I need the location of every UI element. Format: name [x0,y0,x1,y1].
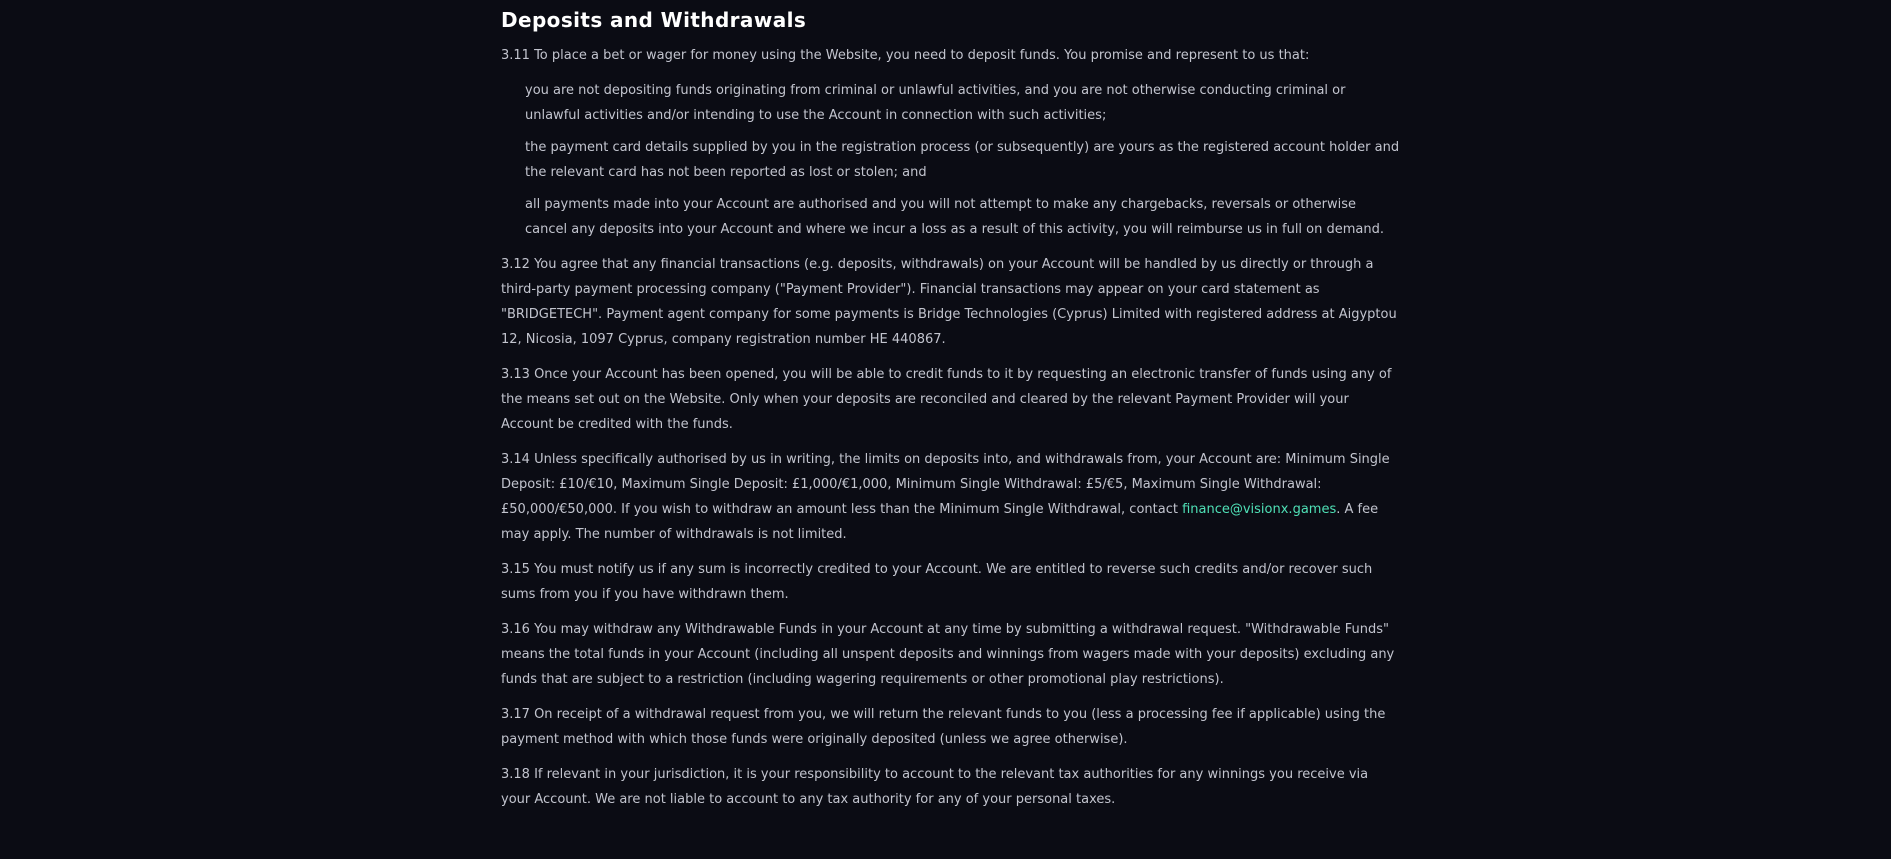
clause-3-12: 3.12 You agree that any financial transactions (e.g. deposits, withdrawals) on your Account will be handled by us directly or through a third-party payment processing company ("Payment Provider"). Financial transactions may appear on your card statement as "BRIDGETECH". Payment agent company for some payments is Bridge Technologies (Cyprus) Limited with registered address at Aigyptou 12, Nicosia, 1097 Cyprus, company registration number HE 440867. [501,257,1397,347]
clause-3-11-item-2: the payment card details supplied by you in the registration process (or subsequently) are yours as the registered account holder and the relevant card has not been reported as lost or stolen; and [525,140,1400,180]
clause-3-11-item-3: all payments made into your Account are authorised and you will not attempt to make any chargebacks, reversals or otherwise cancel any deposits into your Account and where we incur a loss as a result of this activity, you will reimburse us in full on demand. [525,197,1385,237]
clause-3-14 [501,447,1401,547]
clause-3-16: 3.16 You may withdraw any Withdrawable Funds in your Account at any time by submitting a withdrawal request. "Withdrawable Funds" means the total funds in your Account (including all unspent deposits and winnings from wagers made with your deposits) excluding any funds that are subject to a restriction (including wagering requirements or other promotional play restrictions). [501,622,1395,687]
clause-3-11: 3.11 To place a bet or wager for money using the Website, you need to deposit funds. You promise and represent to us that: [501,48,1310,63]
clause-3-13: 3.13 Once your Account has been opened, you will be able to credit funds to it by requesting an electronic transfer of funds using any of the means set out on the Website. Only when your deposits are reconciled and cleared by the relevant Payment Provider will your Account be credited with the funds. [501,367,1392,432]
clause-3-11-list [501,78,1401,242]
section-title: Deposits and Withdrawals [501,8,807,32]
terms-content [501,6,1401,822]
clause-3-15: 3.15 You must notify us if any sum is incorrectly credited to your Account. We are entitled to reverse such credits and/or recover such sums from you if you have withdrawn them. [501,562,1373,602]
clause-3-11-item-1: you are not depositing funds originating from criminal or unlawful activities, and you are not otherwise conducting criminal or unlawful activities and/or intending to use the Account in connection with such activities; [525,83,1346,123]
clause-3-18: 3.18 If relevant in your jurisdiction, it is your responsibility to account to the relevant tax authorities for any winnings you receive via your Account. We are not liable to account to any tax authority for any of your personal taxes. [501,767,1369,807]
finance-email-link[interactable]: finance@visionx.games [1182,502,1337,517]
clause-3-14-text-before: 3.14 Unless specifically authorised by us in writing, the limits on deposits into, and withdrawals from, your Account are: Minimum Single Deposit: £10/€10, Maximum Single Deposit: £1,000/€1,000, Minimum Single Withdrawal: £5/€5, Maximum Single Withdrawal: £50,000/€50,000. If you wish to withdraw an amount less than the Minimum Single Withdrawal, contact [501,452,1390,517]
clause-3-14-text-after: . A fee may apply. The number of withdrawals is not limited. [501,502,1379,542]
clause-3-17: 3.17 On receipt of a withdrawal request from you, we will return the relevant funds to you (less a processing fee if applicable) using the payment method with which those funds were originally deposited (unless we agree otherwise). [501,707,1386,747]
